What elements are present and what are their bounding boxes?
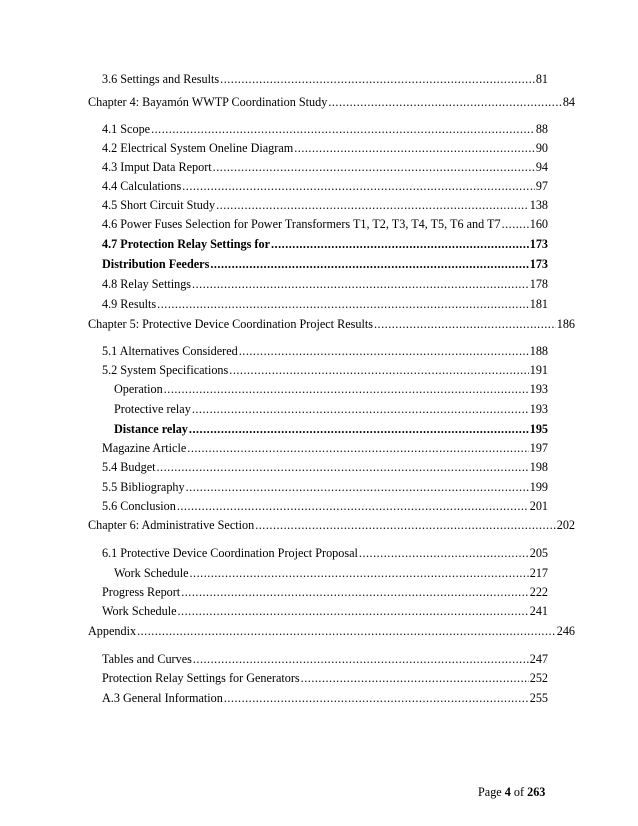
toc-entry-title: 4.3 Imput Data Report (102, 160, 212, 174)
toc-entry-title: Distribution Feeders (102, 257, 210, 271)
toc-entry (114, 422, 548, 437)
toc-entry-page: 217 (529, 566, 548, 580)
toc-entry-page: 247 (529, 652, 548, 666)
toc-entry (102, 160, 548, 175)
toc-entry-page: 84 (562, 95, 575, 109)
toc-entry-page: 88 (535, 122, 548, 136)
toc-entry (102, 671, 548, 686)
dot-leader (271, 237, 529, 252)
toc-entry-title: 5.5 Bibliography (102, 480, 185, 494)
toc-entry-title: Progress Report (102, 585, 181, 599)
toc-entry-page: 178 (529, 277, 548, 291)
toc-entry-title: Tables and Curves (102, 652, 192, 666)
dot-leader (359, 546, 529, 561)
toc-entry-page: 188 (529, 344, 548, 358)
toc-entry (102, 344, 548, 359)
toc-entry-title: Distance relay (114, 422, 188, 436)
toc-entry (114, 402, 548, 417)
toc-entry-title: Chapter 5: Protective Device Coordination Project Results (88, 317, 373, 331)
dot-leader (216, 198, 529, 213)
dot-leader (151, 122, 535, 137)
dot-leader (193, 652, 529, 667)
toc-entry (102, 546, 548, 561)
toc-entry-title: 6.1 Protective Device Coordination Project Proposal (102, 546, 358, 560)
toc-entry (114, 382, 548, 397)
toc-entry-page: 181 (529, 297, 548, 311)
dot-leader (157, 460, 529, 475)
dot-leader (192, 277, 529, 292)
dot-leader (220, 72, 535, 87)
toc-entry-page: 197 (529, 441, 548, 455)
dot-leader (502, 217, 529, 232)
toc-entry (102, 179, 548, 194)
toc-entry-page: 193 (529, 402, 548, 416)
toc-entry-title: Chapter 6: Administrative Section (88, 518, 255, 532)
toc-entry-title: Chapter 4: Bayamón WWTP Coordination Study (88, 95, 328, 109)
dot-leader (177, 499, 529, 514)
dot-leader (239, 344, 529, 359)
toc-entry-page: 191 (529, 363, 548, 377)
toc-entry-title: 5.2 System Specifications (102, 363, 229, 377)
toc-entry (102, 217, 548, 232)
dot-leader (192, 402, 529, 417)
dot-leader (190, 566, 529, 581)
toc-entry (102, 652, 548, 667)
toc-entry-title: 4.4 Calculations (102, 179, 182, 193)
toc-entry-title: 4.2 Electrical System Oneline Diagram (102, 141, 294, 155)
toc-entry (102, 499, 548, 514)
toc-entry-title: 4.1 Scope (102, 122, 151, 136)
toc-entry (114, 566, 548, 581)
toc-chapter-entry (88, 95, 575, 110)
toc-entry-title: 4.8 Relay Settings (102, 277, 192, 291)
toc-chapter-entry (88, 624, 575, 639)
toc-entry (102, 480, 548, 495)
dot-leader (164, 382, 529, 397)
total-page-count: 263 (527, 785, 546, 799)
toc-entry-page: 173 (529, 257, 548, 271)
toc-entry-page: 198 (529, 460, 548, 474)
toc-entry-title: Work Schedule (114, 566, 189, 580)
toc-entry (102, 441, 548, 456)
toc-entry (102, 198, 548, 213)
toc-entry-title: 4.6 Power Fuses Selection for Power Transformers T1, T2, T3, T4, T5, T6 and T7 (102, 217, 501, 231)
toc-entry-page: 199 (529, 480, 548, 494)
toc-entry-page: 255 (529, 691, 548, 705)
dot-leader (374, 317, 556, 332)
toc-entry-page: 205 (529, 546, 548, 560)
toc-entry-page: 173 (529, 237, 548, 251)
toc-chapter-entry (88, 518, 575, 533)
page-footer (478, 785, 545, 800)
toc-entry-page: 94 (535, 160, 548, 174)
toc-entry (102, 122, 548, 137)
toc-entry-title: 4.7 Protection Relay Settings for (102, 237, 270, 251)
dot-leader (210, 257, 528, 272)
footer-prefix: Page (478, 785, 505, 799)
dot-leader (186, 480, 529, 495)
dot-leader (255, 518, 556, 533)
dot-leader (178, 604, 529, 619)
dot-leader (224, 691, 529, 706)
toc-chapter-entry (88, 317, 575, 332)
toc-entry-page: 201 (529, 499, 548, 513)
toc-entry (102, 691, 548, 706)
toc-entry-page: 186 (556, 317, 575, 331)
toc-entry-page: 138 (529, 198, 548, 212)
dot-leader (181, 585, 529, 600)
toc-entry (102, 257, 548, 272)
toc-entry-page: 246 (556, 624, 575, 638)
current-page-number: 4 (504, 785, 511, 799)
toc-entry-title: Appendix (88, 624, 137, 638)
toc-entry-title: Protective relay (114, 402, 191, 416)
toc-entry-title: 5.4 Budget (102, 460, 156, 474)
toc-entry (102, 604, 548, 619)
dot-leader (189, 422, 529, 437)
dot-leader (157, 297, 529, 312)
dot-leader (182, 179, 535, 194)
toc-entry (102, 141, 548, 156)
dot-leader (328, 95, 561, 110)
toc-entry (102, 363, 548, 378)
toc-entry (102, 460, 548, 475)
footer-middle: of (510, 785, 528, 799)
toc-entry-title: Operation (114, 382, 163, 396)
toc-entry-title: 4.9 Results (102, 297, 157, 311)
toc-entry-page: 222 (529, 585, 548, 599)
dot-leader (137, 624, 556, 639)
toc-entry-page: 241 (529, 604, 548, 618)
toc-entry-title: Work Schedule (102, 604, 177, 618)
toc-entry-title: 5.1 Alternatives Considered (102, 344, 238, 358)
toc-entry-page: 81 (535, 72, 548, 86)
toc-entry-title: 5.6 Conclusion (102, 499, 176, 513)
toc-entry-page: 252 (529, 671, 548, 685)
dot-leader (294, 141, 535, 156)
dot-leader (229, 363, 528, 378)
toc-entry-page: 202 (556, 518, 575, 532)
toc-entry-title: A.3 General Information (102, 691, 223, 705)
toc-entry-page: 193 (529, 382, 548, 396)
toc-entry (102, 277, 548, 292)
toc-entry (102, 297, 548, 312)
toc-entry-page: 97 (535, 179, 548, 193)
toc-entry-page: 160 (529, 217, 548, 231)
toc-entry-title: 3.6 Settings and Results (102, 72, 220, 86)
dot-leader (213, 160, 535, 175)
toc-entry (102, 585, 548, 600)
toc-entry-page: 195 (529, 422, 548, 436)
dot-leader (301, 671, 529, 686)
toc-entry-title: Magazine Article (102, 441, 187, 455)
toc-entry (102, 72, 548, 87)
toc-entry-page: 90 (535, 141, 548, 155)
toc-entry-title: Protection Relay Settings for Generators (102, 671, 300, 685)
toc-entry (102, 237, 548, 252)
toc-entry-title: 4.5 Short Circuit Study (102, 198, 216, 212)
dot-leader (187, 441, 528, 456)
